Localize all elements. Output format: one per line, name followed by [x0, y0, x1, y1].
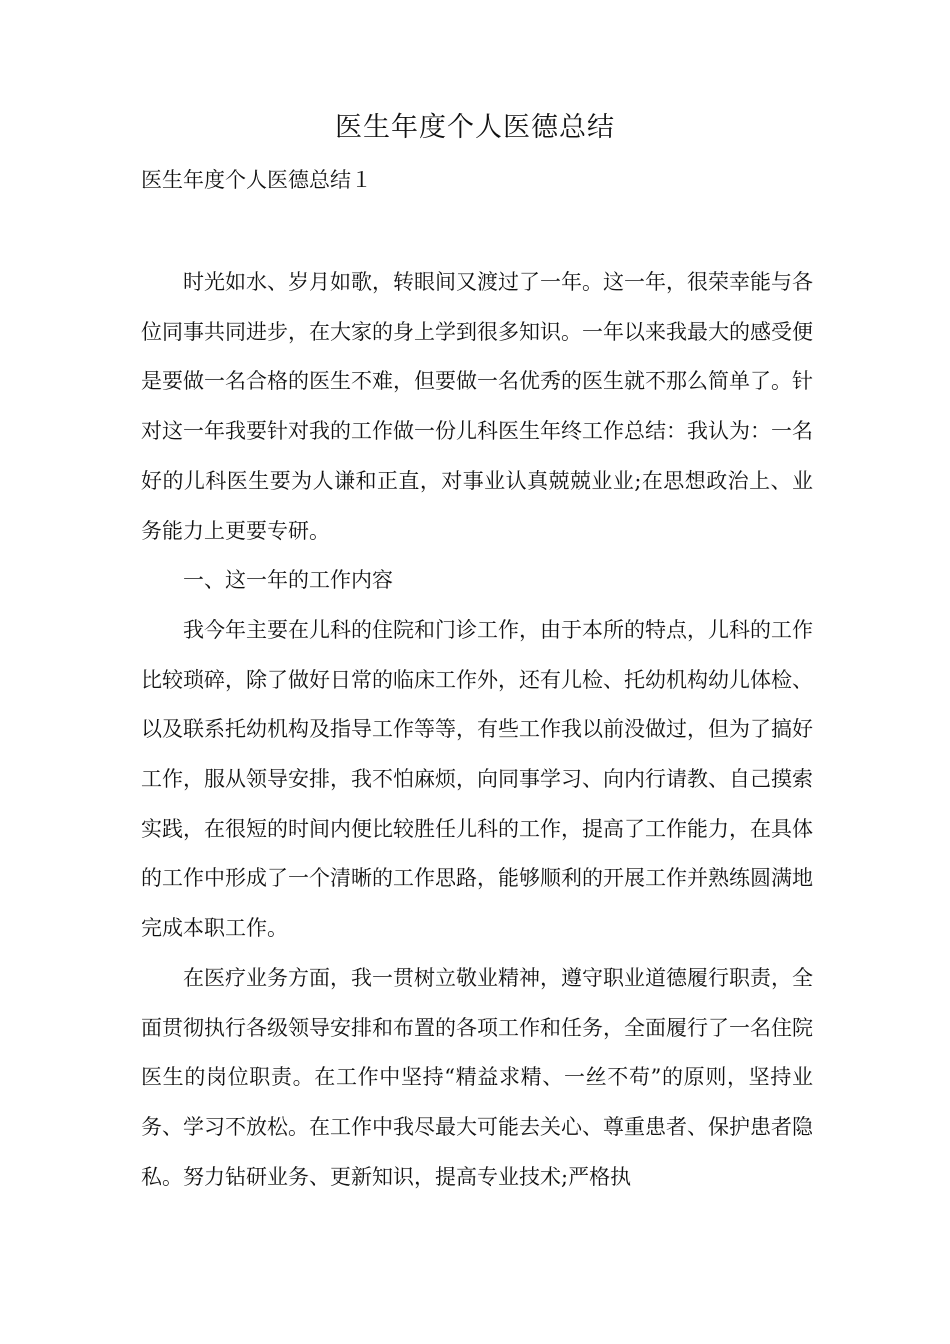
paragraph-medical-business: 在医疗业务方面，我一贯树立敬业精神，遵守职业道德履行职责，全面贯彻执行各级领导安排和布置的各项工作和任务，全面履行了一名住院医生的岗位职责。在工作中坚持“精益求精、一丝不苟”的原则，坚持业务、学习不放松。在工作中我尽最大可能去关心、尊重患者、保护患者隐私。努力钻研业务、更新知识，提高专业技术;严格执 [141, 965, 813, 1189]
section-heading-work-content: 一、这一年的工作内容 [183, 568, 393, 593]
document-body [141, 258, 813, 1202]
paragraph-work-content: 我今年主要在儿科的住院和门诊工作，由于本所的特点，儿科的工作比较琐碎，除了做好日常的临床工作外，还有儿检、托幼机构幼儿体检、以及联系托幼机构及指导工作等等，有些工作我以前没做过，但为了搞好工作，服从领导安排，我不怕麻烦，向同事学习、向内行请教、自己摸索实践，在很短的时间内便比较胜任儿科的工作，提高了工作能力，在具体的工作中形成了一个清晰的工作思路，能够顺利的开展工作并熟练圆满地完成本职工作。 [141, 617, 813, 941]
document-subtitle: 医生年度个人医德总结１ [141, 168, 372, 192]
document-title: 医生年度个人医德总结 [335, 112, 615, 143]
paragraph-intro: 时光如水、岁月如歌，转眼间又渡过了一年。这一年，很荣幸能与各位同事共同进步，在大家的身上学到很多知识。一年以来我最大的感受便是要做一名合格的医生不难，但要做一名优秀的医生就不那么简单了。针对这一年我要针对我的工作做一份儿科医生年终工作总结：我认为：一名好的儿科医生要为人谦和正直，对事业认真兢兢业业;在思想政治上、业务能力上更要专研。 [141, 270, 813, 543]
